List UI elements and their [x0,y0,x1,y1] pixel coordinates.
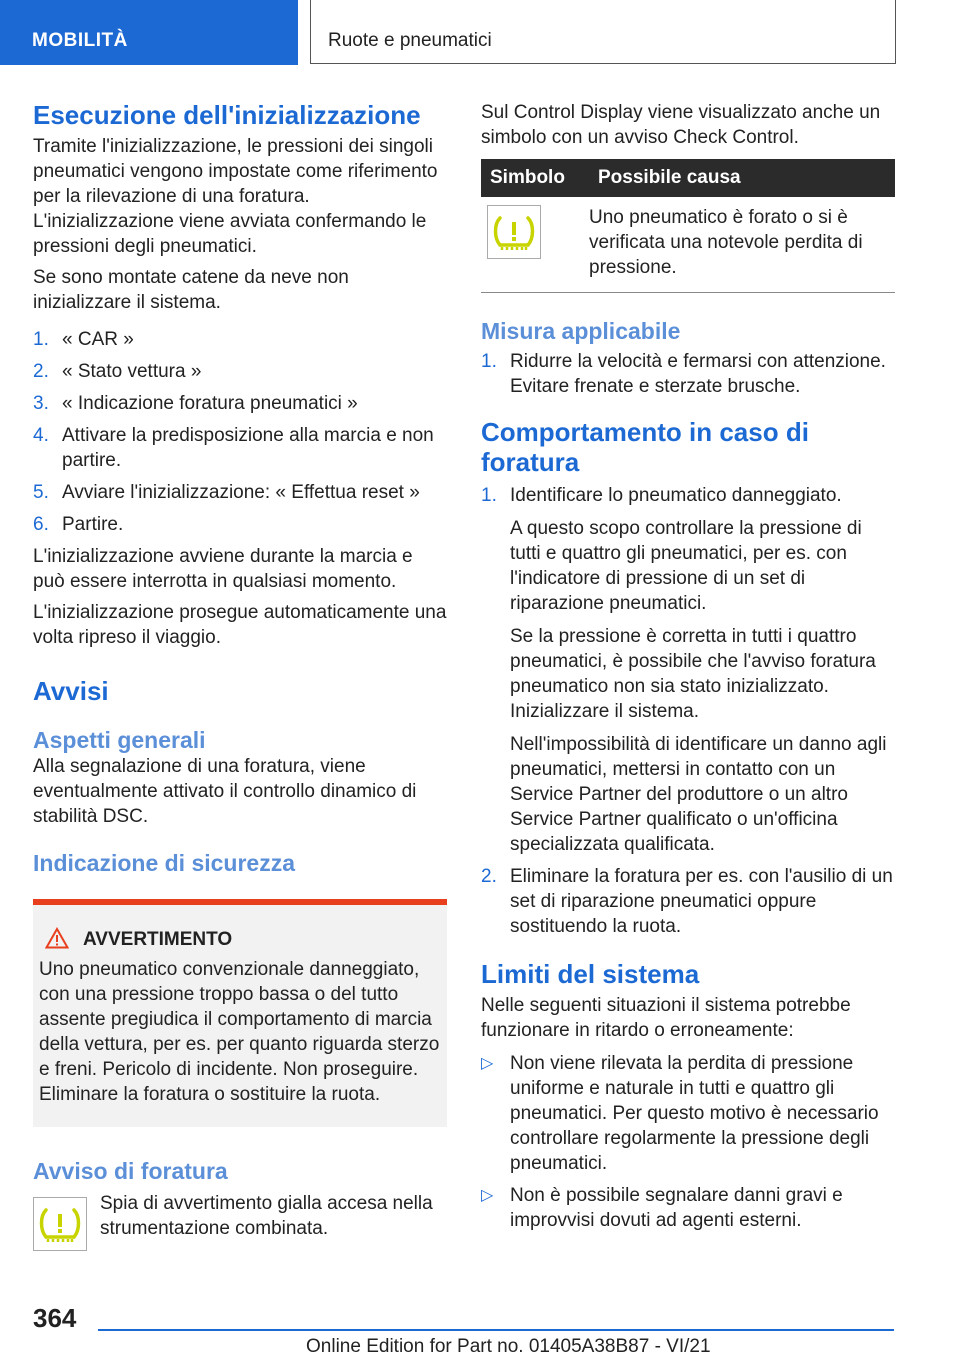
list-item: 1. Identificare lo pneumatico danneggiato. A questo scopo controllare la pressione di tutti e quattro gli pneumatici, per es. con l'indicatore di pressione di un set di riparazione pneumatici. Se la pressione è corretta in tutti i quattro pneumatici, è possibile che l'avviso foratura pneumatico non sia stato inizializzato. Inizializzare il sistema. Nell'impossibilità di identificare un danno agli pneumatici, mettersi in contatto con un Service Partner del produttore o un altro Service Partner qualificato o un'officina specializzata qualificata. [481,485,887,855]
section-tab [0,0,298,65]
list-item: 2. Eliminare la foratura per es. con l'ausilio di un set di riparazione pneumatici oppure sostituendo la ruota. [481,866,893,937]
chapter-title: Ruote e pneumatici [328,30,492,51]
heading-inizializzazione: Esecuzione dell'inizializzazione [33,100,421,130]
list-item: 1. Ridurre la velocità e fermarsi con attenzione. Evitare frenate e sterzate brusche. [481,351,886,397]
warning-box [33,899,447,1127]
steps-list [33,327,447,537]
heading-aspetti-generali: Aspetti generali [33,727,206,753]
paragraph: Tramite l'inizializzazione, le pressioni dei singoli pneumatici vengono impostate come riferimento per la rilevazione di una foratura. L'inizializzazione viene avviata confermando le pressioni degli pneumatici. [33,136,438,257]
procedure-list [481,483,895,939]
bullet-triangle-icon: ▷ [481,1055,494,1072]
list-item: ▷ Non viene rilevata la perdita di pressione uniforme e naturale in tutti e quattro gli pneumatici. Per questo motivo è necessario controllare regolarmente la pressione degli pneumatici. [481,1053,879,1174]
footer-divider [98,1329,894,1331]
bullet-list [481,1051,895,1233]
warning-text: Uno pneumatico convenzionale danneggiato, con una pressione troppo bassa o del tutto assente pregiudica il comportamento di marcia della vettura, per es. per quanto riguarda sterzo e freni. Pericolo di incidente. Non proseguire. Eliminare la foratura o sostituire la ruota. [39,959,440,1105]
lamp-row [33,1191,447,1261]
list-item: 5. Avviare l'inizializzazione: « Effettua reset » [33,482,420,503]
heading-avviso-foratura: Avviso di foratura [33,1158,228,1184]
warning-triangle-icon [45,927,69,949]
heading-limiti-sistema: Limiti del sistema [481,959,700,989]
warning-title: AVVERTIMENTO [39,927,441,952]
bullet-triangle-icon: ▷ [481,1187,494,1204]
heading-misura-applicabile: Misura applicabile [481,318,681,344]
list-item: ▷ Non è possibile segnalare danni gravi e improvvisi dovuti ad agenti esterni. [481,1185,843,1231]
symbol-table [481,159,895,293]
table-header: Possibile causa [589,159,895,197]
paragraph: Alla segnalazione di una foratura, viene eventualmente attivato il controllo dinamico di stabilità DSC. [33,756,417,827]
paragraph: Nelle seguenti situazioni il sistema potrebbe funzionare in ritardo o erroneamente: [481,995,851,1041]
heading-indicazione-sicurezza: Indicazione di sicurezza [33,850,296,876]
measure-list [481,349,895,399]
table-row [481,197,895,293]
edition-note: Online Edition for Part no. 01405A38B87 - VI/21 [306,1336,711,1357]
page-number: 364 [33,1303,77,1333]
right-column [481,100,895,1240]
left-column [33,100,447,1261]
section-title: MOBILITÀ [32,30,128,51]
list-item: 4. Attivare la predisposizione alla marcia e non partire. [33,425,434,471]
list-item: 3. « Indicazione foratura pneumatici » [33,393,358,414]
heading-comportamento: Comportamento in caso di foratura [481,417,809,477]
list-item: 1. « CAR » [33,329,134,350]
list-item: 2. « Stato vettura » [33,361,202,382]
paragraph: L'inizializzazione avviene durante la marcia e può essere interrotta in qualsiasi momento. [33,546,413,592]
tire-pressure-warning-icon [487,205,541,259]
paragraph: Sul Control Display viene visualizzato anche un simbolo con un avviso Check Control. [481,102,881,148]
paragraph: L'inizializzazione prosegue automaticamente una volta ripreso il viaggio. [33,602,447,648]
heading-avvisi: Avvisi [33,676,109,706]
list-item: 6. Partire. [33,514,124,535]
paragraph: Spia di avvertimento gialla accesa nella strumentazione combinata. [100,1193,433,1239]
table-header: Simbolo [481,159,589,197]
tire-pressure-warning-icon [33,1197,87,1251]
paragraph: Se sono montate catene da neve non inizializzare il sistema. [33,267,349,313]
table-cell: Uno pneumatico è forato o si è verificata una notevole perdita di pressione. [589,197,895,293]
chapter-tab [310,0,896,64]
